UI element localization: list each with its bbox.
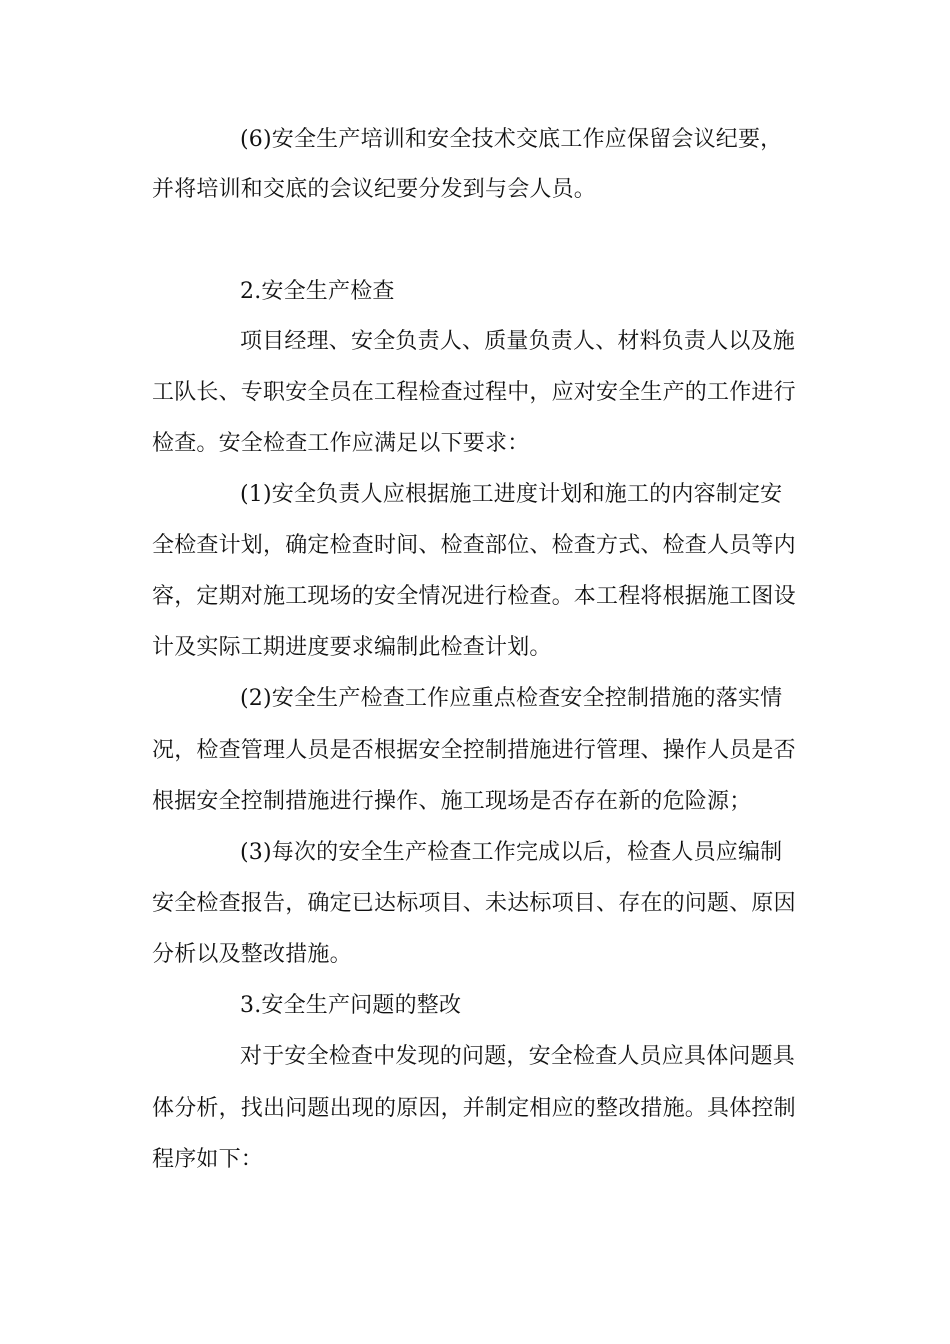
item2-line-3: 根据安全控制措施进行操作、施工现场是否存在新的危险源； — [152, 789, 752, 814]
item2-line-1: (2)安全生产检查工作应重点检查安全控制措施的落实情 — [240, 686, 783, 711]
section2-intro-line-2: 工队长、专职安全员在工程检查过程中，应对安全生产的工作进行 — [152, 380, 796, 405]
item1-line-1: (1)安全负责人应根据施工进度计划和施工的内容制定安 — [240, 482, 783, 507]
item1-line-3: 容，定期对施工现场的安全情况进行检查。本工程将根据施工图设 — [152, 584, 796, 609]
item1-line-4: 计及实际工期进度要求编制此检查计划。 — [152, 635, 552, 660]
section2-intro-line-3: 检查。安全检查工作应满足以下要求： — [152, 431, 530, 456]
item2-line-2: 况，检查管理人员是否根据安全控制措施进行管理、操作人员是否 — [152, 738, 796, 763]
item1-line-2: 全检查计划，确定检查时间、检查部位、检查方式、检查人员等内 — [152, 533, 796, 558]
item3-line-1: (3)每次的安全生产检查工作完成以后，检查人员应编制 — [240, 840, 783, 865]
section2-intro-line-1: 项目经理、安全负责人、质量负责人、材料负责人以及施 — [240, 329, 796, 354]
item6-line-2: 并将培训和交底的会议纪要分发到与会人员。 — [152, 177, 597, 202]
item3-line-2: 安全检查报告，确定已达标项目、未达标项目、存在的问题、原因 — [152, 891, 796, 916]
section3-intro-line-1: 对于安全检查中发现的问题，安全检查人员应具体问题具 — [240, 1044, 796, 1069]
section3-heading: 3.安全生产问题的整改 — [240, 993, 462, 1018]
section3-intro-line-2: 体分析，找出问题出现的原因，并制定相应的整改措施。具体控制 — [152, 1096, 796, 1121]
item3-line-3: 分析以及整改措施。 — [152, 942, 352, 967]
section3-intro-line-3: 程序如下： — [152, 1147, 264, 1172]
section2-heading: 2.安全生产检查 — [240, 279, 395, 304]
item6-line-1: (6)安全生产培训和安全技术交底工作应保留会议纪要， — [240, 127, 783, 152]
